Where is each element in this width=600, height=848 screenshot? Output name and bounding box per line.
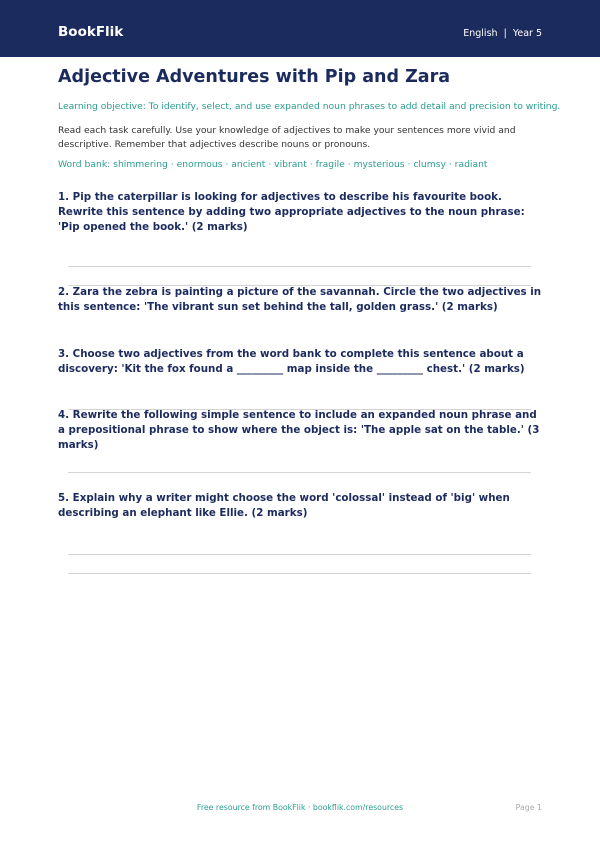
question-3: 3. Choose two adjectives from the word bank to complete this sentence about a discovery: 'Kit the fox found a _________ map inside the _________ chest.' (2 marks) — [58, 348, 525, 375]
question-5: 5. Explain why a writer might choose the word 'colossal' instead of 'big' when describing an elephant like Ellie. (2 marks) — [58, 492, 510, 519]
page-number: Page 1 — [515, 803, 542, 812]
footer-credit: Free resource from BookFlik · bookflik.com/resources — [196, 803, 404, 812]
subject-label: English | Year 5 — [463, 28, 542, 39]
question-2: 2. Zara the zebra is painting a picture of the savannah. Circle the two adjectives in this sentence: 'The vibrant sun set behind the tall, golden grass.' (2 marks) — [58, 286, 542, 313]
answer-line[interactable] — [68, 266, 531, 267]
answer-line[interactable] — [68, 554, 531, 555]
question-4: 4. Rewrite the following simple sentence to include an expanded noun phrase and a prepositional phrase to show where the object is: 'The apple sat on the table.' (3 marks) — [58, 409, 540, 451]
brand-logo-text: BookFlik — [58, 24, 124, 40]
learning-objective: Learning objective: To identify, select, and use expanded noun phrases to add detail and precision to writing. — [58, 101, 561, 112]
question-1: 1. Pip the caterpillar is looking for adjectives to describe his favourite book. Rewrite this sentence by adding two appropriate adjectives to the noun phrase: 'Pip opened the book.' (2 marks) — [58, 191, 525, 233]
page-title: Adjective Adventures with Pip and Zara — [58, 67, 451, 87]
instructions-text: Read each task carefully. Use your knowledge of adjectives to make your sentences more vivid and descriptive. Remember that adjectives describe nouns or pronouns. — [58, 125, 516, 150]
answer-line[interactable] — [68, 472, 531, 473]
answer-line[interactable] — [68, 573, 531, 574]
answer-line[interactable] — [68, 409, 531, 410]
header-bar — [0, 0, 600, 57]
word-bank: Word bank: shimmering · enormous · ancient · vibrant · fragile · mysterious · clumsy · radiant — [58, 159, 488, 170]
